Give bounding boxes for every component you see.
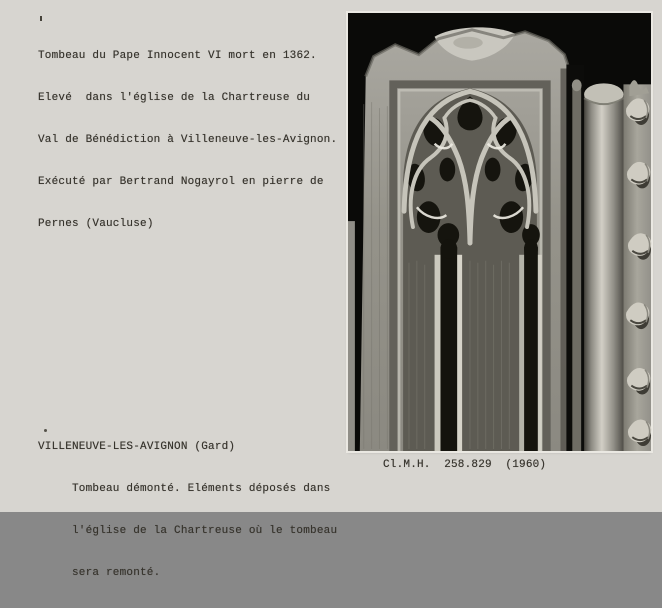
round-column — [584, 83, 623, 451]
note-line: Elevé dans l'église de la Chartreuse du — [38, 92, 311, 104]
note-line: Val de Bénédiction à Villeneuve-les-Avignon. — [38, 134, 338, 146]
typed-note-top — [38, 21, 337, 259]
foliage-band — [623, 80, 651, 451]
note-line: l'église de la Chartreuse où le tombeau — [72, 525, 338, 537]
catalog-caption: Cl.M.H. 258.829 (1960) — [383, 459, 547, 471]
note-line: sera remonté. — [72, 567, 161, 579]
note-line: Pernes (Vaucluse) — [38, 218, 154, 230]
note-line: Exécuté par Bertrand Nogayrol en pierre de — [38, 176, 324, 188]
photo-frame — [348, 13, 651, 451]
note-line: Tombeau démonté. Eléments déposés dans — [72, 483, 331, 495]
location-heading: VILLENEUVE-LES-AVIGNON (Gard) — [38, 441, 236, 453]
roll-moulding — [572, 79, 582, 451]
typed-note-bottom — [38, 412, 337, 608]
gothic-tracery-photo — [348, 13, 651, 451]
note-line: Tombeau du Pape Innocent VI mort en 1362. — [38, 50, 317, 62]
